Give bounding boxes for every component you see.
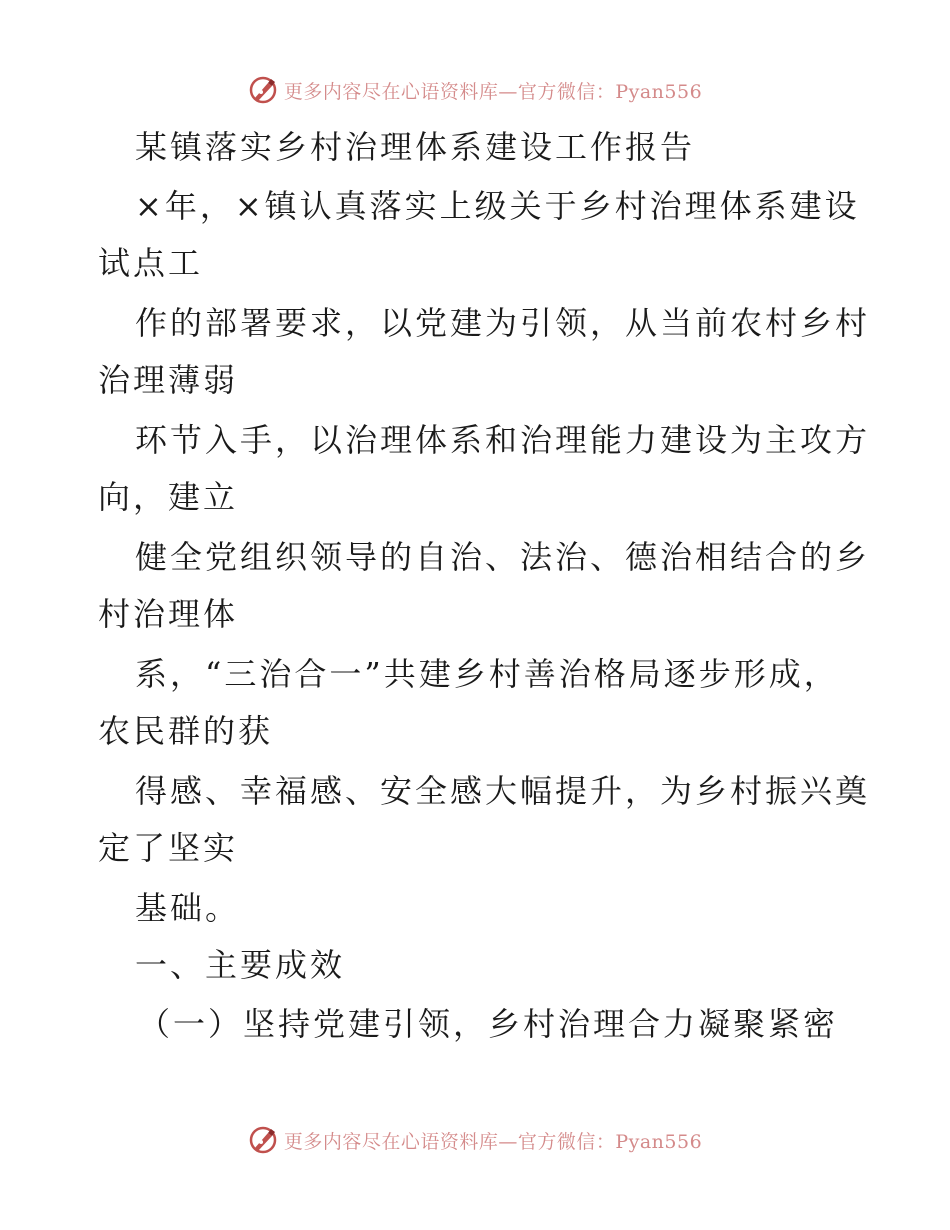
paragraph-line: 环节入手，以治理体系和治理能力建设为主攻方 xyxy=(135,421,871,459)
paragraph-line: 农民群的获 xyxy=(98,712,274,750)
paragraph-line: 健全党组织领导的自治、法治、德治相结合的乡 xyxy=(135,538,871,576)
paragraph-line: 试点工 xyxy=(98,244,204,282)
document-title: 某镇落实乡村治理体系建设工作报告 xyxy=(135,128,696,166)
section-heading: 一、主要成效 xyxy=(135,946,346,984)
paragraph-line: ×年，×镇认真落实上级关于乡村治理体系建设 xyxy=(135,187,860,225)
watermark-text: 更多内容尽在心语资料库—官方微信：Pyan556 xyxy=(283,1130,703,1153)
header-watermark-banner xyxy=(0,70,950,110)
paragraph-line: 得感、幸福感、安全感大幅提升，为乡村振兴奠 xyxy=(135,772,871,810)
watermark-text: 更多内容尽在心语资料库—官方微信：Pyan556 xyxy=(283,80,703,103)
footer-watermark-banner xyxy=(0,1120,950,1160)
pen-logo-icon xyxy=(248,75,278,105)
paragraph-line: 治理薄弱 xyxy=(98,361,239,399)
paragraph-line: 村治理体 xyxy=(98,595,239,633)
subsection-heading: （一）坚持党建引领，乡村治理合力凝聚紧密 xyxy=(138,1005,839,1043)
paragraph-line: 作的部署要求，以党建为引领，从当前农村乡村 xyxy=(135,304,871,342)
paragraph-line: 定了坚实 xyxy=(98,829,239,867)
pen-logo-icon xyxy=(248,1125,278,1155)
paragraph-line: 向，建立 xyxy=(98,478,239,516)
paragraph-line: 基础。 xyxy=(135,889,241,927)
paragraph-line: 系，“三治合一”共建乡村善治格局逐步形成， xyxy=(135,655,839,693)
